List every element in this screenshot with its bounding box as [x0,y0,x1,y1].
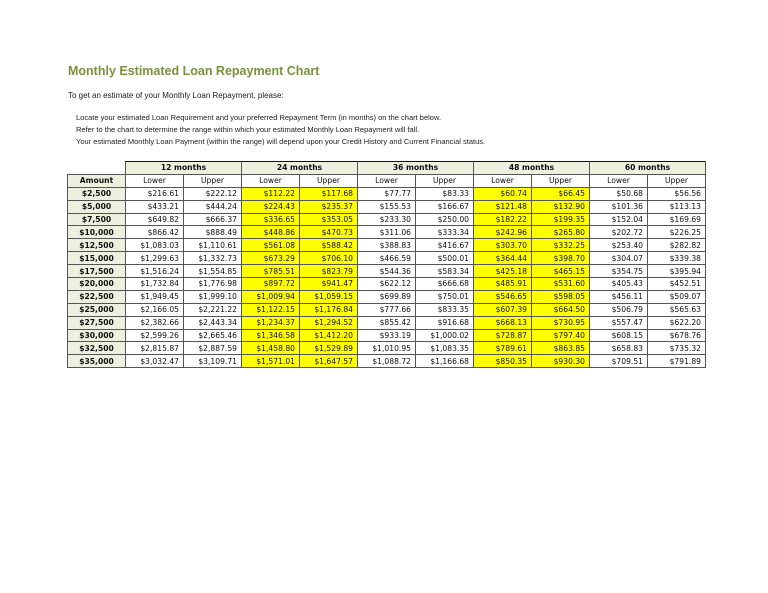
upper-header: Upper [300,174,358,187]
lower-value-cell: $336.65 [242,213,300,226]
lower-value-cell: $785.51 [242,265,300,278]
amount-cell: $35,000 [68,355,126,368]
lower-value-cell: $658.83 [590,342,648,355]
lower-value-cell: $897.72 [242,278,300,291]
upper-value-cell: $916.68 [416,316,474,329]
lower-value-cell: $224.43 [242,200,300,213]
upper-value-cell: $1,294.52 [300,316,358,329]
amount-cell: $17,500 [68,265,126,278]
upper-value-cell: $222.12 [184,187,242,200]
lower-value-cell: $1,088.72 [358,355,416,368]
table-row [68,290,706,303]
upper-value-cell: $730.95 [532,316,590,329]
upper-value-cell: $444.24 [184,200,242,213]
upper-value-cell: $531.60 [532,278,590,291]
upper-value-cell: $465.15 [532,265,590,278]
amount-header: Amount [68,174,126,187]
amount-cell: $25,000 [68,303,126,316]
lower-value-cell: $2,382.66 [126,316,184,329]
lower-value-cell: $202.72 [590,226,648,239]
lower-header: Lower [590,174,648,187]
lower-value-cell: $699.89 [358,290,416,303]
upper-value-cell: $265.80 [532,226,590,239]
upper-value-cell: $2,887.59 [184,342,242,355]
lower-value-cell: $242.96 [474,226,532,239]
upper-value-cell: $56.56 [648,187,706,200]
lower-value-cell: $1,732.84 [126,278,184,291]
lower-value-cell: $2,166.05 [126,303,184,316]
upper-value-cell: $791.89 [648,355,706,368]
lower-value-cell: $50.68 [590,187,648,200]
upper-value-cell: $509.07 [648,290,706,303]
upper-value-cell: $2,665.46 [184,329,242,342]
amount-cell: $7,500 [68,213,126,226]
table-row [68,265,706,278]
upper-value-cell: $823.79 [300,265,358,278]
upper-value-cell: $735.32 [648,342,706,355]
lower-value-cell: $728.87 [474,329,532,342]
lower-value-cell: $866.42 [126,226,184,239]
lower-value-cell: $546.65 [474,290,532,303]
instructions-list [76,112,485,148]
upper-value-cell: $398.70 [532,252,590,265]
lower-value-cell: $466.59 [358,252,416,265]
lower-value-cell: $1,346.58 [242,329,300,342]
upper-value-cell: $1,554.85 [184,265,242,278]
amount-cell: $20,000 [68,278,126,291]
lower-value-cell: $777.66 [358,303,416,316]
upper-value-cell: $888.49 [184,226,242,239]
upper-value-cell: $282.82 [648,239,706,252]
upper-value-cell: $250.00 [416,213,474,226]
upper-value-cell: $1,647.57 [300,355,358,368]
lower-value-cell: $1,122.15 [242,303,300,316]
intro-text: To get an estimate of your Monthly Loan Repayment, please: [68,91,284,100]
lower-value-cell: $233.30 [358,213,416,226]
table-row [68,226,706,239]
lower-value-cell: $304.07 [590,252,648,265]
upper-value-cell: $863.85 [532,342,590,355]
upper-value-cell: $750.01 [416,290,474,303]
upper-value-cell: $1,412.20 [300,329,358,342]
upper-value-cell: $332.25 [532,239,590,252]
lower-value-cell: $112.22 [242,187,300,200]
upper-value-cell: $416.67 [416,239,474,252]
lower-value-cell: $388.83 [358,239,416,252]
lower-header: Lower [358,174,416,187]
upper-value-cell: $132.90 [532,200,590,213]
lower-value-cell: $425.18 [474,265,532,278]
upper-value-cell: $588.42 [300,239,358,252]
upper-value-cell: $666.68 [416,278,474,291]
upper-value-cell: $166.67 [416,200,474,213]
upper-value-cell: $797.40 [532,329,590,342]
lower-value-cell: $448.86 [242,226,300,239]
table-row [68,252,706,265]
lower-value-cell: $152.04 [590,213,648,226]
upper-value-cell: $1,999.10 [184,290,242,303]
lower-value-cell: $311.06 [358,226,416,239]
lower-value-cell: $77.77 [358,187,416,200]
amount-cell: $30,000 [68,329,126,342]
term-header-12: 12 months [126,162,242,175]
upper-value-cell: $452.51 [648,278,706,291]
lower-value-cell: $668.13 [474,316,532,329]
lower-value-cell: $364.44 [474,252,532,265]
upper-value-cell: $622.20 [648,316,706,329]
upper-value-cell: $1,332.73 [184,252,242,265]
table-corner [68,162,126,175]
lower-value-cell: $1,083.03 [126,239,184,252]
upper-value-cell: $1,776.98 [184,278,242,291]
lower-value-cell: $608.15 [590,329,648,342]
range-header-row [68,174,706,187]
upper-value-cell: $1,529.89 [300,342,358,355]
upper-header: Upper [416,174,474,187]
lower-value-cell: $485.91 [474,278,532,291]
upper-value-cell: $1,083.35 [416,342,474,355]
upper-value-cell: $169.69 [648,213,706,226]
lower-value-cell: $1,458.80 [242,342,300,355]
lower-value-cell: $2,599.26 [126,329,184,342]
upper-value-cell: $565.63 [648,303,706,316]
upper-value-cell: $226.25 [648,226,706,239]
page-title: Monthly Estimated Loan Repayment Chart [68,64,320,78]
upper-value-cell: $235.37 [300,200,358,213]
lower-header: Lower [474,174,532,187]
loan-repayment-table [67,161,706,368]
lower-header: Lower [126,174,184,187]
lower-value-cell: $855.42 [358,316,416,329]
upper-value-cell: $333.34 [416,226,474,239]
term-header-60: 60 months [590,162,706,175]
amount-cell: $12,500 [68,239,126,252]
lower-value-cell: $3,032.47 [126,355,184,368]
term-header-row [68,162,706,175]
lower-header: Lower [242,174,300,187]
upper-value-cell: $598.05 [532,290,590,303]
upper-value-cell: $353.05 [300,213,358,226]
upper-value-cell: $833.35 [416,303,474,316]
amount-cell: $22,500 [68,290,126,303]
lower-value-cell: $1,299.63 [126,252,184,265]
upper-value-cell: $678.76 [648,329,706,342]
lower-value-cell: $933.19 [358,329,416,342]
upper-value-cell: $339.38 [648,252,706,265]
lower-value-cell: $1,009.94 [242,290,300,303]
table-row [68,355,706,368]
upper-value-cell: $395.94 [648,265,706,278]
lower-value-cell: $1,516.24 [126,265,184,278]
upper-value-cell: $113.13 [648,200,706,213]
amount-cell: $5,000 [68,200,126,213]
table-row [68,187,706,200]
lower-value-cell: $121.48 [474,200,532,213]
table-row [68,239,706,252]
amount-cell: $2,500 [68,187,126,200]
amount-cell: $27,500 [68,316,126,329]
upper-value-cell: $1,110.61 [184,239,242,252]
instruction-item: Your estimated Monthly Loan Payment (within the range) will depend upon your Credit History and Current Financial status. [76,137,486,146]
instruction-item: Refer to the chart to determine the range within which your estimated Monthly Loan Repayment will fall. [76,125,420,134]
lower-value-cell: $354.75 [590,265,648,278]
table-row [68,303,706,316]
upper-value-cell: $66.45 [532,187,590,200]
upper-value-cell: $2,443.34 [184,316,242,329]
lower-value-cell: $789.61 [474,342,532,355]
upper-header: Upper [648,174,706,187]
table-row [68,329,706,342]
upper-value-cell: $1,059.15 [300,290,358,303]
upper-value-cell: $2,221.22 [184,303,242,316]
upper-value-cell: $706.10 [300,252,358,265]
lower-value-cell: $182.22 [474,213,532,226]
upper-value-cell: $117.68 [300,187,358,200]
lower-value-cell: $709.51 [590,355,648,368]
upper-value-cell: $666.37 [184,213,242,226]
lower-value-cell: $607.39 [474,303,532,316]
lower-value-cell: $557.47 [590,316,648,329]
lower-value-cell: $1,010.95 [358,342,416,355]
upper-value-cell: $500.01 [416,252,474,265]
upper-value-cell: $664.50 [532,303,590,316]
lower-value-cell: $506.79 [590,303,648,316]
lower-value-cell: $850.35 [474,355,532,368]
upper-value-cell: $583.34 [416,265,474,278]
lower-value-cell: $216.61 [126,187,184,200]
amount-cell: $32,500 [68,342,126,355]
lower-value-cell: $2,815.87 [126,342,184,355]
upper-value-cell: $3,109.71 [184,355,242,368]
table-row [68,342,706,355]
upper-header: Upper [184,174,242,187]
term-header-48: 48 months [474,162,590,175]
lower-value-cell: $456.11 [590,290,648,303]
upper-value-cell: $1,166.68 [416,355,474,368]
lower-value-cell: $433.21 [126,200,184,213]
term-header-36: 36 months [358,162,474,175]
lower-value-cell: $622.12 [358,278,416,291]
lower-value-cell: $253.40 [590,239,648,252]
upper-header: Upper [532,174,590,187]
table-row [68,316,706,329]
lower-value-cell: $1,949.45 [126,290,184,303]
upper-value-cell: $930.30 [532,355,590,368]
upper-value-cell: $199.35 [532,213,590,226]
upper-value-cell: $470.73 [300,226,358,239]
amount-cell: $10,000 [68,226,126,239]
upper-value-cell: $83.33 [416,187,474,200]
lower-value-cell: $1,571.01 [242,355,300,368]
lower-value-cell: $649.82 [126,213,184,226]
lower-value-cell: $101.36 [590,200,648,213]
upper-value-cell: $941.47 [300,278,358,291]
table-body [68,187,706,367]
lower-value-cell: $303.70 [474,239,532,252]
term-header-24: 24 months [242,162,358,175]
lower-value-cell: $155.53 [358,200,416,213]
lower-value-cell: $405.43 [590,278,648,291]
lower-value-cell: $60.74 [474,187,532,200]
table-row [68,200,706,213]
lower-value-cell: $544.36 [358,265,416,278]
amount-cell: $15,000 [68,252,126,265]
lower-value-cell: $673.29 [242,252,300,265]
table-row [68,278,706,291]
lower-value-cell: $1,234.37 [242,316,300,329]
table-row [68,213,706,226]
upper-value-cell: $1,176.84 [300,303,358,316]
upper-value-cell: $1,000.02 [416,329,474,342]
lower-value-cell: $561.08 [242,239,300,252]
instruction-item: Locate your estimated Loan Requirement and your preferred Repayment Term (in months) on the chart below. [76,113,442,122]
